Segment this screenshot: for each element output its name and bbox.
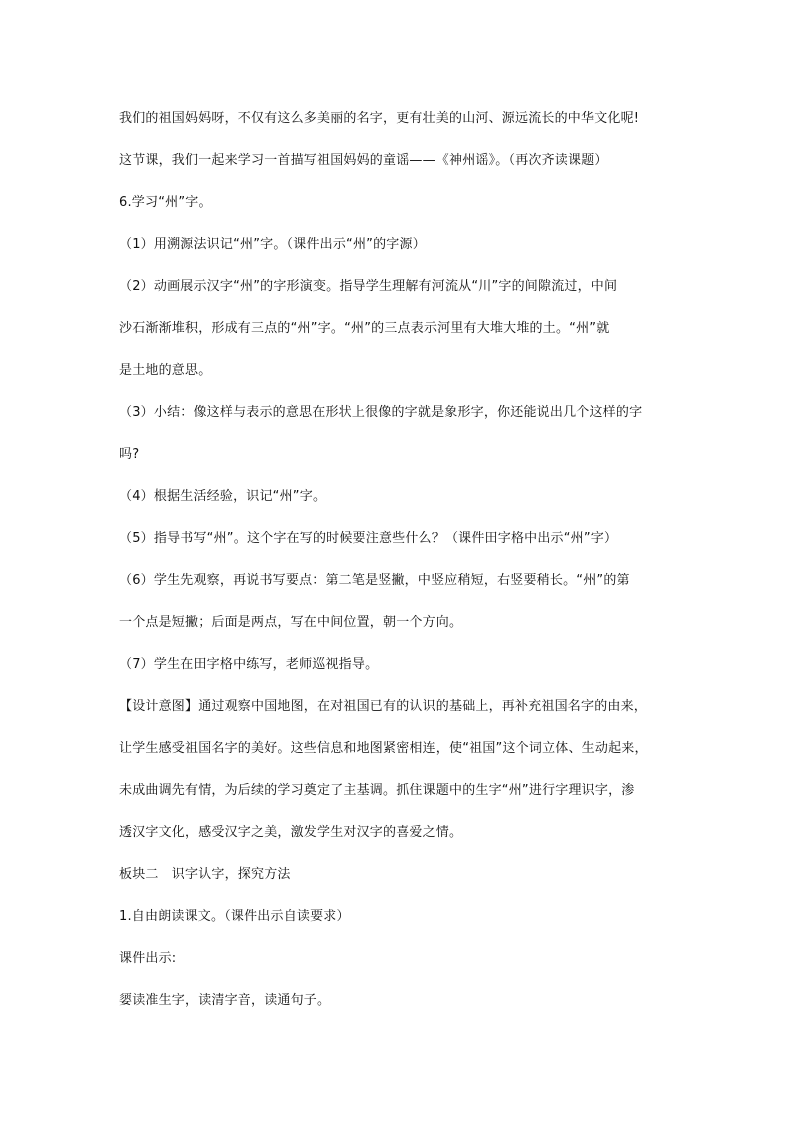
step-2-line-1: （2）动画展示汉字“州”的字形演变。指导学生理解有河流从“川”字的间隙流过，中间 [119, 279, 618, 294]
step-7-line: （7）学生在田字格中练写，老师巡视指导。 [119, 657, 379, 672]
step-4-line: （4）根据生活经验，识记“州”字。 [119, 489, 327, 504]
step-3-line-1: （3）小结：像这样与表示的意思在形状上很像的字就是象形字，你还能说出几个这样的字 [119, 405, 643, 420]
block-2-heading: 板块二 识字认字，探究方法 [119, 867, 291, 882]
design-intent-line-2: 让学生感受祖国名字的美好。这些信息和地图紧密相连，使“祖国”这个词立体、生动起来， [119, 741, 648, 756]
step-2-line-3: 是土地的意思。 [119, 363, 212, 378]
design-intent-line-4: 透汉字文化，感受汉字之美，激发学生对汉字的喜爱之情。 [119, 825, 463, 840]
paragraph-intro-line-1: 我们的祖国妈妈呀，不仅有这么多美丽的名字，更有壮美的山河、源远流长的中华文化呢! [119, 111, 640, 126]
design-intent-line-3: 未成曲调先有情，为后续的学习奠定了主基调。抓住课题中的生字“州”进行字理识字，渗 [119, 783, 635, 798]
courseware-label: 课件出示: [119, 951, 177, 966]
step-5-line: （5）指导书写“州”。这个字在写的时候要注意些什么？（课件田字格中出示“州”字） [119, 531, 618, 546]
step-6-line-2: 一个点是短撇；后面是两点，写在中间位置，朝一个方向。 [119, 615, 463, 630]
paragraph-intro-line-2: 这节课，我们一起来学习一首描写祖国妈妈的童谣——《神州谣》。（再次齐读课题） [119, 153, 608, 168]
design-intent-line-1: 【设计意图】通过观察中国地图，在对祖国已有的认识的基础上，再补充祖国名字的由来， [119, 699, 648, 714]
section-heading-6: 6.学习“州”字。 [119, 195, 212, 210]
step-6-line-1: （6）学生先观察，再说书写要点：第二笔是竖撇，中竖应稍短，右竖要稍长。“州”的第 [119, 573, 630, 588]
courseware-requirement: 媭读准生字，读清字音，读通句子。 [119, 993, 331, 1008]
step-3-line-2: 吗? [119, 447, 140, 462]
step-1-line: （1）用溯源法识记“州”字。（课件出示“州”的字源） [119, 237, 426, 252]
reading-step-1: 1.自由朗读课文。（课件出示自读要求） [119, 909, 350, 924]
step-2-line-2: 沙石渐渐堆积，形成有三点的“州”字。“州”的三点表示河里有大堆大堆的土。“州”就 [119, 321, 610, 336]
